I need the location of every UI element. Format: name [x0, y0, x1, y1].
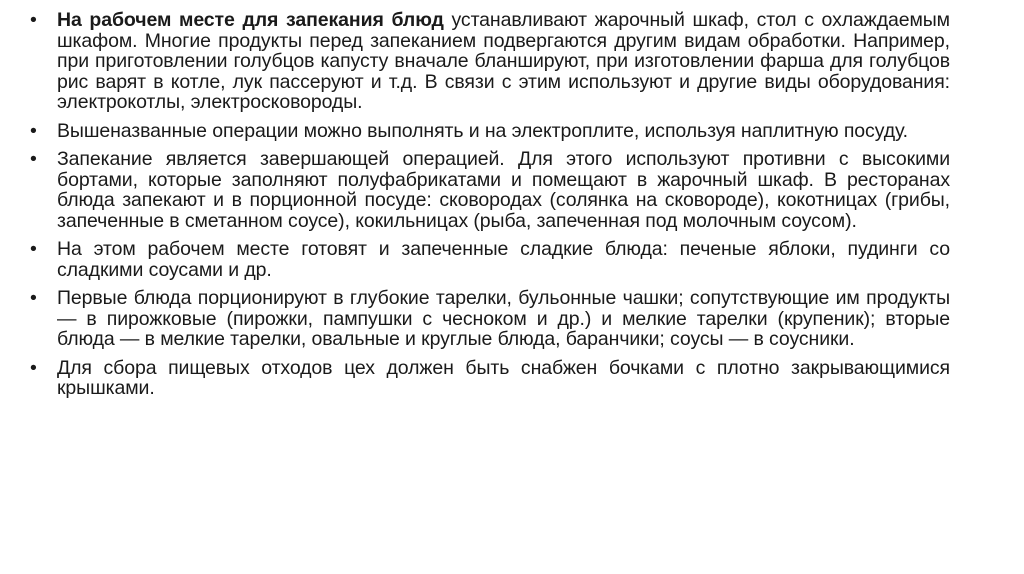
item-text: Запекание является завершающей операцией. Для этого используют противни с высокими бортами, которые заполняют полуфабрикатами и помещают в жарочный шкаф. В ресторанах блюда запекают и в порционной посуде: сковородах (солянка на сковороде), кокотницах (грибы, запеченные в сметанном соусе), кокильницах (рыба, запеченная под молочным соусом). [57, 148, 950, 232]
list-item [30, 10, 950, 113]
bullet-icon: • [30, 287, 37, 309]
item-text: На этом рабочем месте готовят и запеченные сладкие блюда: печеные яблоки, пудинги со сладкими соусами и др. [57, 238, 950, 281]
list-item [30, 121, 950, 142]
item-lead: На рабочем месте для запекания блюд [57, 9, 444, 31]
item-text: устанавливают жарочный шкаф, стол с охлаждаемым шкафом. Многие продукты перед запеканием подвергаются другим видам обработки. Например, при приготовлении голубцов капусту вначале бланшируют, при изготовлении фарша для голубцов рис варят в котле, лук пассеруют и т.д. В связи с этим используют и другие виды оборудования: электрокотлы, электросковороды. [57, 9, 950, 113]
item-text: Для сбора пищевых отходов цех должен быть снабжен бочками с плотно закрывающимися крышками. [57, 356, 950, 399]
item-text: Вышеназванные операции можно выполнять и на электроплите, используя наплитную посуду. [57, 119, 908, 142]
bullet-icon: • [30, 148, 37, 170]
bullet-list [30, 10, 950, 399]
bullet-icon: • [30, 238, 37, 260]
list-item [30, 149, 950, 231]
list-item [30, 239, 950, 280]
bullet-icon: • [30, 9, 37, 31]
item-text: Первые блюда порционируют в глубокие тарелки, бульонные чашки; сопутствующие им продукты — в пирожковые (пирожки, пампушки с чесноком и др.) и мелкие тарелки (крупеник); вторые блюда — в мелкие тарелки, овальные и круглые блюда, баранчики; соусы — в соусники. [57, 287, 950, 350]
list-item [30, 288, 950, 350]
bullet-icon: • [30, 356, 37, 379]
list-item [30, 358, 950, 399]
slide-content [30, 10, 950, 407]
bullet-icon: • [30, 119, 37, 142]
